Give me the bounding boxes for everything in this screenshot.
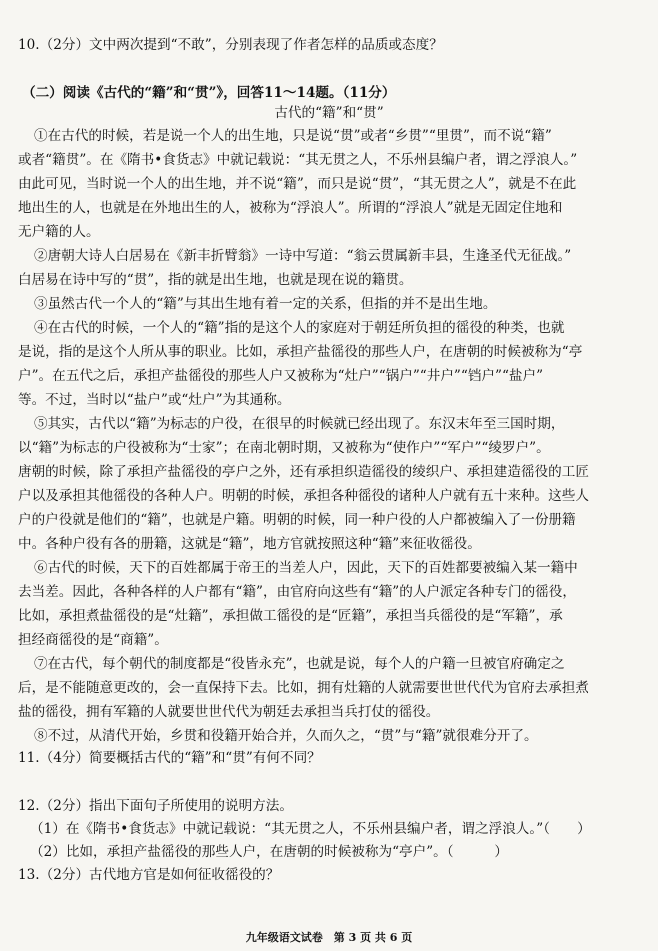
article-line: 地出生的人，也就是在外地出生的人，被称为“浮浪人”。所谓的“浮浪人”就是无固定住地和 bbox=[18, 200, 563, 216]
question-12-2: （2）比如，承担产盐徭役的那些人户，在唐朝的时候被称为“亭户”。（ ） bbox=[30, 844, 508, 860]
article-line: 中。各种户役有各的册籍，这就是“籍”，地方官就按照这种“籍”来征收徭役。 bbox=[18, 536, 481, 552]
article-line: 是说，指的是这个人所从事的职业。比如，承担产盐徭役的那些人户，在唐朝的时候被称为“亭 bbox=[18, 344, 583, 360]
article-line: ②唐朝大诗人白居易在《新丰折臂翁》一诗中写道：“翁云贯属新丰县，生逢圣代无征战。” bbox=[34, 248, 572, 264]
article-line: 由此可见，当时说一个人的出生地，并不说“籍”，而只是说“贯”，“其无贯之人”，就是不在此 bbox=[18, 176, 577, 192]
article-line: ⑧不过，从清代开始，乡贯和役籍开始合并，久而久之，“贯”与“籍”就很难分开了。 bbox=[34, 728, 538, 744]
article-line: 或者“籍贯”。在《隋书•食货志》中就记载说：“其无贯之人，不乐州县编户者，谓之浮浪人。” bbox=[18, 152, 578, 168]
question-10: 10.（2分）文中两次提到“不敢”，分别表现了作者怎样的品质或态度？ bbox=[18, 37, 443, 53]
article-line: 以“籍”为标志的户役被称为“士家”；在南北朝时期，又被称为“使作户”“军户”“绫罗户”。 bbox=[18, 440, 550, 456]
article-line: 唐朝的时候，除了承担产盐徭役的亭户之外，还有承担织造徭役的绫织户、承担建造徭役的工匠 bbox=[18, 464, 589, 480]
article-line: 无户籍的人。 bbox=[18, 224, 100, 240]
article-line: ⑥古代的时候，天下的百姓都属于帝王的当差人户，因此，天下的百姓都要被编入某一籍中 bbox=[34, 560, 578, 576]
question-12: 12.（2分）指出下面句子所使用的说明方法。 bbox=[18, 798, 293, 814]
question-12-1: （1）在《隋书•食货志》中就记载说：“其无贯之人，不乐州县编户者，谓之浮浪人。”（ ） bbox=[30, 821, 591, 837]
article-line: 户的户役就是他们的“籍”，也就是户籍。明朝的时候，同一种户役的人户都被编入了一份册籍 bbox=[18, 512, 576, 528]
article-line: ⑦在古代，每个朝代的制度都是“役皆永充”，也就是说，每个人的户籍一旦被官府确定之 bbox=[34, 656, 565, 672]
article-title: 古代的“籍”和“贯” bbox=[274, 105, 384, 121]
article-line: 后，是不能随意更改的，会一直保持下去。比如，拥有灶籍的人就需要世世代代为官府去承担煮 bbox=[18, 680, 589, 696]
section-heading: （二）阅读《古代的“籍”和“贯”》，回答11～14题。（11分） bbox=[22, 85, 396, 101]
article-line: 户以及承担其他徭役的各种人户。明朝的时候，承担各种徭役的诸种人户就有五十来种。这些人 bbox=[18, 488, 589, 504]
question-11: 11.（4分）简要概括古代的“籍”和“贯”有何不同？ bbox=[18, 750, 321, 766]
page-footer: 九年级语文试卷 第 3 页 共 6 页 bbox=[245, 931, 413, 944]
article-line: 户”。在五代之后，承担产盐徭役的那些人户又被称为“灶户”“锅户”“井户”“铛户”“盐户” bbox=[18, 368, 544, 384]
question-13: 13.（2分）古代地方官是如何征收徭役的？ bbox=[18, 867, 280, 883]
article-line: ④在古代的时候，一个人的“籍”指的是这个人的家庭对于朝廷所负担的徭役的种类，也就 bbox=[34, 320, 565, 336]
article-line: 担经商徭役的是“商籍”。 bbox=[18, 632, 168, 648]
article-line: 去当差。因此，各种各样的人户都有“籍”，由官府向这些有“籍”的人户派定各种专门的徭役， bbox=[18, 584, 576, 600]
article-line: 比如，承担煮盐徭役的是“灶籍”，承担做工徭役的是“匠籍”，承担当兵徭役的是“军籍”，承 bbox=[18, 608, 563, 624]
article-line: 白居易在诗中写的“贯”，指的就是出生地，也就是现在说的籍贯。 bbox=[18, 272, 413, 288]
article-line: 盐的徭役，拥有军籍的人就要世世代代为朝廷去承担当兵打仗的徭役。 bbox=[18, 704, 440, 720]
article-line: ①在古代的时候，若是说一个人的出生地，只是说“贯”或者“乡贯”“里贯”，而不说“籍” bbox=[34, 128, 552, 144]
article-line: 等。不过，当时以“盐户”或“灶户”为其通称。 bbox=[18, 392, 291, 408]
article-line: ③虽然古代一个人的“籍”与其出生地有着一定的关系，但指的并不是出生地。 bbox=[34, 296, 497, 312]
article-line: ⑤其实，古代以“籍”为标志的户役，在很早的时候就已经出现了。东汉末年至三国时期， bbox=[34, 416, 565, 432]
